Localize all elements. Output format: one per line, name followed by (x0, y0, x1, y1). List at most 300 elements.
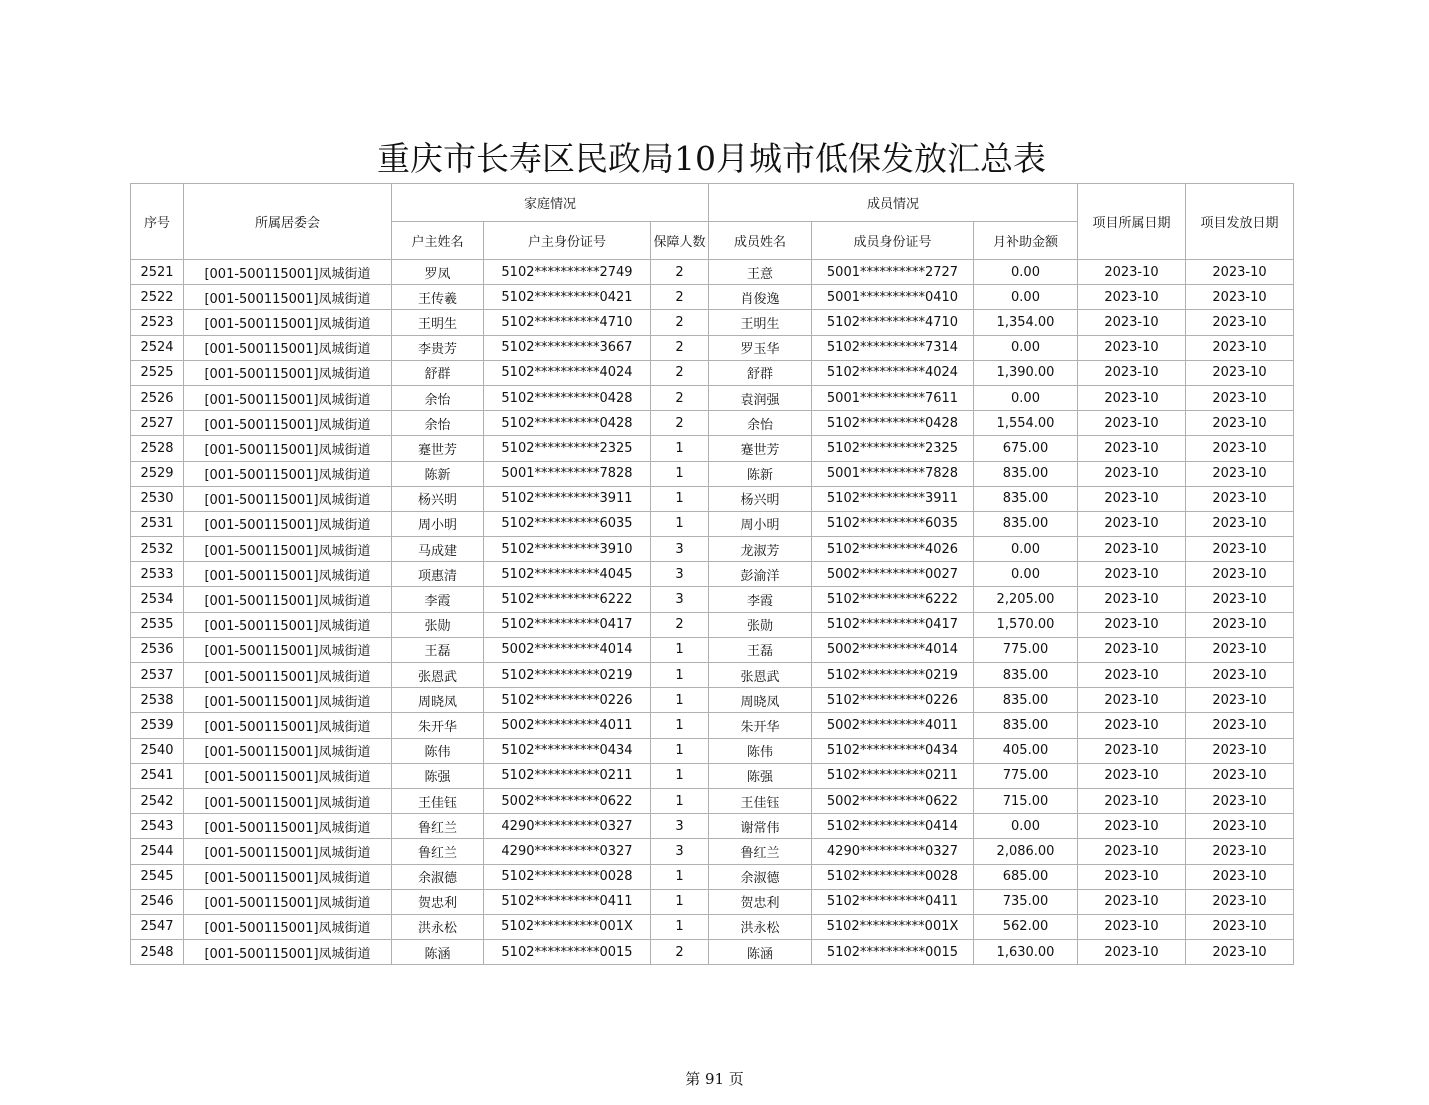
head-name-cell: 张勋 (392, 612, 484, 637)
seq-cell: 2537 (131, 663, 184, 688)
table-row (131, 788, 1294, 813)
issue-date-cell: 2023-10 (1186, 612, 1294, 637)
amount-cell: 0.00 (974, 814, 1078, 839)
count-cell: 1 (651, 713, 709, 738)
count-cell: 2 (651, 385, 709, 410)
committee-cell: [001-500115001]凤城街道 (184, 663, 392, 688)
table-row (131, 310, 1294, 335)
count-cell: 1 (651, 436, 709, 461)
project-date-cell: 2023-10 (1078, 436, 1186, 461)
head-name-cell: 陈新 (392, 461, 484, 486)
issue-date-cell: 2023-10 (1186, 260, 1294, 285)
committee-cell: [001-500115001]凤城街道 (184, 587, 392, 612)
issue-date-cell: 2023-10 (1186, 663, 1294, 688)
table-row (131, 637, 1294, 662)
member-name-cell: 王佳钰 (709, 788, 812, 813)
head-name-cell: 陈强 (392, 763, 484, 788)
head-name-cell: 李贵芳 (392, 335, 484, 360)
member-name-cell: 洪永松 (709, 914, 812, 939)
member-name-cell: 袁润强 (709, 385, 812, 410)
issue-date-cell: 2023-10 (1186, 285, 1294, 310)
head-id-cell: 5102**********001X (484, 914, 651, 939)
issue-date-cell: 2023-10 (1186, 763, 1294, 788)
amount-cell: 1,570.00 (974, 612, 1078, 637)
project-date-cell: 2023-10 (1078, 411, 1186, 436)
project-date-cell: 2023-10 (1078, 562, 1186, 587)
head-name-cell: 余怡 (392, 411, 484, 436)
issue-date-cell: 2023-10 (1186, 436, 1294, 461)
seq-cell: 2547 (131, 914, 184, 939)
amount-cell: 562.00 (974, 914, 1078, 939)
head-id-cell: 5102**********0428 (484, 385, 651, 410)
member-name-cell: 张勋 (709, 612, 812, 637)
issue-date-cell: 2023-10 (1186, 914, 1294, 939)
head-id-cell: 4290**********0327 (484, 814, 651, 839)
member-name-cell: 王磊 (709, 637, 812, 662)
seq-cell: 2524 (131, 335, 184, 360)
committee-cell: [001-500115001]凤城街道 (184, 385, 392, 410)
issue-date-cell: 2023-10 (1186, 864, 1294, 889)
project-date-cell: 2023-10 (1078, 511, 1186, 536)
issue-date-cell: 2023-10 (1186, 889, 1294, 914)
count-cell: 2 (651, 411, 709, 436)
member-id-cell: 5102**********0211 (812, 763, 974, 788)
issue-date-cell: 2023-10 (1186, 562, 1294, 587)
table-row (131, 260, 1294, 285)
count-cell: 2 (651, 285, 709, 310)
header-member-id: 成员身份证号 (812, 222, 974, 260)
project-date-cell: 2023-10 (1078, 738, 1186, 763)
table-row (131, 889, 1294, 914)
page-title: 重庆市长寿区民政局10月城市低保发放汇总表 (377, 139, 1046, 178)
head-id-cell: 5102**********0211 (484, 763, 651, 788)
seq-cell: 2528 (131, 436, 184, 461)
project-date-cell: 2023-10 (1078, 713, 1186, 738)
head-id-cell: 5002**********4014 (484, 637, 651, 662)
table-row (131, 461, 1294, 486)
committee-cell: [001-500115001]凤城街道 (184, 360, 392, 385)
amount-cell: 1,630.00 (974, 940, 1078, 965)
committee-cell: [001-500115001]凤城街道 (184, 763, 392, 788)
member-id-cell: 5102**********3911 (812, 486, 974, 511)
seq-cell: 2523 (131, 310, 184, 335)
project-date-cell: 2023-10 (1078, 612, 1186, 637)
head-name-cell: 贺忠利 (392, 889, 484, 914)
table-row (131, 914, 1294, 939)
header-project-date: 项目所属日期 (1078, 184, 1186, 260)
member-id-cell: 5102**********2325 (812, 436, 974, 461)
project-date-cell: 2023-10 (1078, 889, 1186, 914)
committee-cell: [001-500115001]凤城街道 (184, 537, 392, 562)
committee-cell: [001-500115001]凤城街道 (184, 738, 392, 763)
project-date-cell: 2023-10 (1078, 285, 1186, 310)
seq-cell: 2534 (131, 587, 184, 612)
count-cell: 1 (651, 461, 709, 486)
member-id-cell: 5001**********7611 (812, 385, 974, 410)
count-cell: 1 (651, 788, 709, 813)
committee-cell: [001-500115001]凤城街道 (184, 436, 392, 461)
member-id-cell: 4290**********0327 (812, 839, 974, 864)
amount-cell: 2,205.00 (974, 587, 1078, 612)
seq-cell: 2535 (131, 612, 184, 637)
count-cell: 1 (651, 889, 709, 914)
seq-cell: 2542 (131, 788, 184, 813)
issue-date-cell: 2023-10 (1186, 940, 1294, 965)
project-date-cell: 2023-10 (1078, 360, 1186, 385)
amount-cell: 835.00 (974, 713, 1078, 738)
committee-cell: [001-500115001]凤城街道 (184, 285, 392, 310)
committee-cell: [001-500115001]凤城街道 (184, 612, 392, 637)
count-cell: 2 (651, 612, 709, 637)
header-seq: 序号 (131, 184, 184, 260)
amount-cell: 0.00 (974, 385, 1078, 410)
head-id-cell: 5102**********0411 (484, 889, 651, 914)
member-name-cell: 陈涵 (709, 940, 812, 965)
committee-cell: [001-500115001]凤城街道 (184, 310, 392, 335)
committee-cell: [001-500115001]凤城街道 (184, 839, 392, 864)
member-name-cell: 杨兴明 (709, 486, 812, 511)
issue-date-cell: 2023-10 (1186, 839, 1294, 864)
head-id-cell: 5102**********2325 (484, 436, 651, 461)
amount-cell: 835.00 (974, 461, 1078, 486)
committee-cell: [001-500115001]凤城街道 (184, 335, 392, 360)
member-name-cell: 肖俊逸 (709, 285, 812, 310)
member-name-cell: 陈新 (709, 461, 812, 486)
issue-date-cell: 2023-10 (1186, 335, 1294, 360)
member-id-cell: 5001**********7828 (812, 461, 974, 486)
seq-cell: 2527 (131, 411, 184, 436)
seq-cell: 2525 (131, 360, 184, 385)
amount-cell: 2,086.00 (974, 839, 1078, 864)
head-id-cell: 5102**********6222 (484, 587, 651, 612)
committee-cell: [001-500115001]凤城街道 (184, 411, 392, 436)
head-id-cell: 5102**********0434 (484, 738, 651, 763)
committee-cell: [001-500115001]凤城街道 (184, 814, 392, 839)
head-id-cell: 5001**********7828 (484, 461, 651, 486)
member-name-cell: 陈伟 (709, 738, 812, 763)
table-row (131, 713, 1294, 738)
issue-date-cell: 2023-10 (1186, 511, 1294, 536)
issue-date-cell: 2023-10 (1186, 411, 1294, 436)
count-cell: 1 (651, 738, 709, 763)
seq-cell: 2522 (131, 285, 184, 310)
head-name-cell: 杨兴明 (392, 486, 484, 511)
issue-date-cell: 2023-10 (1186, 688, 1294, 713)
member-id-cell: 5102**********7314 (812, 335, 974, 360)
head-id-cell: 5102**********3667 (484, 335, 651, 360)
head-id-cell: 5102**********0417 (484, 612, 651, 637)
issue-date-cell: 2023-10 (1186, 486, 1294, 511)
member-id-cell: 5102**********4026 (812, 537, 974, 562)
count-cell: 1 (651, 637, 709, 662)
project-date-cell: 2023-10 (1078, 260, 1186, 285)
header-issue-date: 项目发放日期 (1186, 184, 1294, 260)
table-row (131, 411, 1294, 436)
committee-cell: [001-500115001]凤城街道 (184, 562, 392, 587)
amount-cell: 1,390.00 (974, 360, 1078, 385)
seq-cell: 2541 (131, 763, 184, 788)
project-date-cell: 2023-10 (1078, 688, 1186, 713)
seq-cell: 2544 (131, 839, 184, 864)
head-id-cell: 5102**********4710 (484, 310, 651, 335)
table-row (131, 763, 1294, 788)
head-id-cell: 5102**********4024 (484, 360, 651, 385)
head-name-cell: 王磊 (392, 637, 484, 662)
committee-cell: [001-500115001]凤城街道 (184, 688, 392, 713)
head-id-cell: 5102**********3910 (484, 537, 651, 562)
amount-cell: 775.00 (974, 637, 1078, 662)
head-id-cell: 5002**********4011 (484, 713, 651, 738)
issue-date-cell: 2023-10 (1186, 385, 1294, 410)
seq-cell: 2526 (131, 385, 184, 410)
count-cell: 3 (651, 814, 709, 839)
head-id-cell: 5102**********6035 (484, 511, 651, 536)
head-name-cell: 洪永松 (392, 914, 484, 939)
member-id-cell: 5102**********0417 (812, 612, 974, 637)
head-name-cell: 鲁红兰 (392, 814, 484, 839)
table-row (131, 537, 1294, 562)
table-header (131, 184, 1294, 260)
member-id-cell: 5102**********0219 (812, 663, 974, 688)
member-name-cell: 周晓凤 (709, 688, 812, 713)
issue-date-cell: 2023-10 (1186, 814, 1294, 839)
issue-date-cell: 2023-10 (1186, 537, 1294, 562)
table-row (131, 839, 1294, 864)
subsidy-table (130, 183, 1294, 965)
amount-cell: 0.00 (974, 562, 1078, 587)
table-row (131, 738, 1294, 763)
seq-cell: 2546 (131, 889, 184, 914)
member-name-cell: 张恩武 (709, 663, 812, 688)
committee-cell: [001-500115001]凤城街道 (184, 940, 392, 965)
amount-cell: 735.00 (974, 889, 1078, 914)
count-cell: 1 (651, 914, 709, 939)
committee-cell: [001-500115001]凤城街道 (184, 889, 392, 914)
member-name-cell: 余淑德 (709, 864, 812, 889)
committee-cell: [001-500115001]凤城街道 (184, 511, 392, 536)
head-name-cell: 蹇世芳 (392, 436, 484, 461)
head-name-cell: 陈伟 (392, 738, 484, 763)
member-id-cell: 5102**********4024 (812, 360, 974, 385)
committee-cell: [001-500115001]凤城街道 (184, 914, 392, 939)
project-date-cell: 2023-10 (1078, 335, 1186, 360)
head-name-cell: 罗凤 (392, 260, 484, 285)
amount-cell: 685.00 (974, 864, 1078, 889)
amount-cell: 715.00 (974, 788, 1078, 813)
project-date-cell: 2023-10 (1078, 385, 1186, 410)
seq-cell: 2548 (131, 940, 184, 965)
head-id-cell: 5102**********0428 (484, 411, 651, 436)
count-cell: 2 (651, 310, 709, 335)
committee-cell: [001-500115001]凤城街道 (184, 788, 392, 813)
table-row (131, 486, 1294, 511)
project-date-cell: 2023-10 (1078, 637, 1186, 662)
head-name-cell: 周晓凤 (392, 688, 484, 713)
head-id-cell: 4290**********0327 (484, 839, 651, 864)
amount-cell: 835.00 (974, 663, 1078, 688)
committee-cell: [001-500115001]凤城街道 (184, 486, 392, 511)
member-id-cell: 5102**********0411 (812, 889, 974, 914)
amount-cell: 405.00 (974, 738, 1078, 763)
project-date-cell: 2023-10 (1078, 763, 1186, 788)
project-date-cell: 2023-10 (1078, 461, 1186, 486)
member-id-cell: 5102**********6222 (812, 587, 974, 612)
member-name-cell: 谢常伟 (709, 814, 812, 839)
head-name-cell: 项惠清 (392, 562, 484, 587)
member-id-cell: 5102**********6035 (812, 511, 974, 536)
member-id-cell: 5102**********0226 (812, 688, 974, 713)
seq-cell: 2533 (131, 562, 184, 587)
committee-cell: [001-500115001]凤城街道 (184, 637, 392, 662)
header-amount: 月补助金额 (974, 222, 1078, 260)
table-row (131, 335, 1294, 360)
head-name-cell: 王明生 (392, 310, 484, 335)
member-id-cell: 5102**********0028 (812, 864, 974, 889)
member-name-cell: 彭渝洋 (709, 562, 812, 587)
amount-cell: 835.00 (974, 486, 1078, 511)
amount-cell: 775.00 (974, 763, 1078, 788)
head-name-cell: 舒群 (392, 360, 484, 385)
head-id-cell: 5102**********2749 (484, 260, 651, 285)
table-row (131, 385, 1294, 410)
member-id-cell: 5001**********2727 (812, 260, 974, 285)
table-body (131, 260, 1294, 965)
count-cell: 3 (651, 839, 709, 864)
table-row (131, 814, 1294, 839)
head-name-cell: 余怡 (392, 385, 484, 410)
count-cell: 1 (651, 486, 709, 511)
head-name-cell: 王佳钰 (392, 788, 484, 813)
member-id-cell: 5002**********4014 (812, 637, 974, 662)
table-row (131, 612, 1294, 637)
project-date-cell: 2023-10 (1078, 839, 1186, 864)
committee-cell: [001-500115001]凤城街道 (184, 260, 392, 285)
header-head-name: 户主姓名 (392, 222, 484, 260)
head-name-cell: 张恩武 (392, 663, 484, 688)
head-id-cell: 5102**********4045 (484, 562, 651, 587)
seq-cell: 2539 (131, 713, 184, 738)
header-committee: 所属居委会 (184, 184, 392, 260)
head-id-cell: 5102**********0015 (484, 940, 651, 965)
seq-cell: 2538 (131, 688, 184, 713)
header-member-group: 成员情况 (709, 184, 1078, 222)
head-name-cell: 周小明 (392, 511, 484, 536)
count-cell: 2 (651, 940, 709, 965)
count-cell: 2 (651, 260, 709, 285)
member-name-cell: 蹇世芳 (709, 436, 812, 461)
header-family-group: 家庭情况 (392, 184, 709, 222)
head-id-cell: 5102**********0226 (484, 688, 651, 713)
count-cell: 1 (651, 688, 709, 713)
member-name-cell: 余怡 (709, 411, 812, 436)
table-row (131, 360, 1294, 385)
seq-cell: 2531 (131, 511, 184, 536)
member-name-cell: 鲁红兰 (709, 839, 812, 864)
member-name-cell: 朱开华 (709, 713, 812, 738)
head-name-cell: 鲁红兰 (392, 839, 484, 864)
head-name-cell: 王传羲 (392, 285, 484, 310)
member-name-cell: 周小明 (709, 511, 812, 536)
amount-cell: 0.00 (974, 285, 1078, 310)
seq-cell: 2536 (131, 637, 184, 662)
head-id-cell: 5102**********0028 (484, 864, 651, 889)
amount-cell: 0.00 (974, 260, 1078, 285)
count-cell: 1 (651, 511, 709, 536)
head-id-cell: 5102**********3911 (484, 486, 651, 511)
project-date-cell: 2023-10 (1078, 486, 1186, 511)
head-name-cell: 余淑德 (392, 864, 484, 889)
member-name-cell: 龙淑芳 (709, 537, 812, 562)
amount-cell: 0.00 (974, 537, 1078, 562)
table-row (131, 562, 1294, 587)
member-id-cell: 5102**********0414 (812, 814, 974, 839)
member-id-cell: 5001**********0410 (812, 285, 974, 310)
seq-cell: 2532 (131, 537, 184, 562)
member-id-cell: 5102**********4710 (812, 310, 974, 335)
member-id-cell: 5002**********0027 (812, 562, 974, 587)
project-date-cell: 2023-10 (1078, 537, 1186, 562)
head-name-cell: 李霞 (392, 587, 484, 612)
project-date-cell: 2023-10 (1078, 914, 1186, 939)
table-row (131, 285, 1294, 310)
member-name-cell: 李霞 (709, 587, 812, 612)
count-cell: 3 (651, 587, 709, 612)
issue-date-cell: 2023-10 (1186, 310, 1294, 335)
page-number: 第 91 页 (685, 1070, 744, 1088)
seq-cell: 2545 (131, 864, 184, 889)
table-row (131, 587, 1294, 612)
head-name-cell: 朱开华 (392, 713, 484, 738)
table-row (131, 688, 1294, 713)
head-id-cell: 5102**********0421 (484, 285, 651, 310)
committee-cell: [001-500115001]凤城街道 (184, 461, 392, 486)
head-name-cell: 陈涵 (392, 940, 484, 965)
member-id-cell: 5102**********0015 (812, 940, 974, 965)
committee-cell: [001-500115001]凤城街道 (184, 864, 392, 889)
table-row (131, 940, 1294, 965)
count-cell: 1 (651, 864, 709, 889)
member-name-cell: 舒群 (709, 360, 812, 385)
table-row (131, 864, 1294, 889)
seq-cell: 2543 (131, 814, 184, 839)
issue-date-cell: 2023-10 (1186, 738, 1294, 763)
seq-cell: 2521 (131, 260, 184, 285)
amount-cell: 675.00 (974, 436, 1078, 461)
member-name-cell: 王意 (709, 260, 812, 285)
amount-cell: 835.00 (974, 688, 1078, 713)
member-name-cell: 罗玉华 (709, 335, 812, 360)
project-date-cell: 2023-10 (1078, 814, 1186, 839)
project-date-cell: 2023-10 (1078, 310, 1186, 335)
issue-date-cell: 2023-10 (1186, 637, 1294, 662)
head-id-cell: 5002**********0622 (484, 788, 651, 813)
table-row (131, 511, 1294, 536)
count-cell: 2 (651, 335, 709, 360)
table-row (131, 663, 1294, 688)
seq-cell: 2540 (131, 738, 184, 763)
member-id-cell: 5002**********0622 (812, 788, 974, 813)
issue-date-cell: 2023-10 (1186, 713, 1294, 738)
count-cell: 1 (651, 763, 709, 788)
count-cell: 1 (651, 663, 709, 688)
member-id-cell: 5102**********0428 (812, 411, 974, 436)
project-date-cell: 2023-10 (1078, 864, 1186, 889)
count-cell: 3 (651, 537, 709, 562)
member-name-cell: 王明生 (709, 310, 812, 335)
project-date-cell: 2023-10 (1078, 663, 1186, 688)
issue-date-cell: 2023-10 (1186, 788, 1294, 813)
header-head-id: 户主身份证号 (484, 222, 651, 260)
